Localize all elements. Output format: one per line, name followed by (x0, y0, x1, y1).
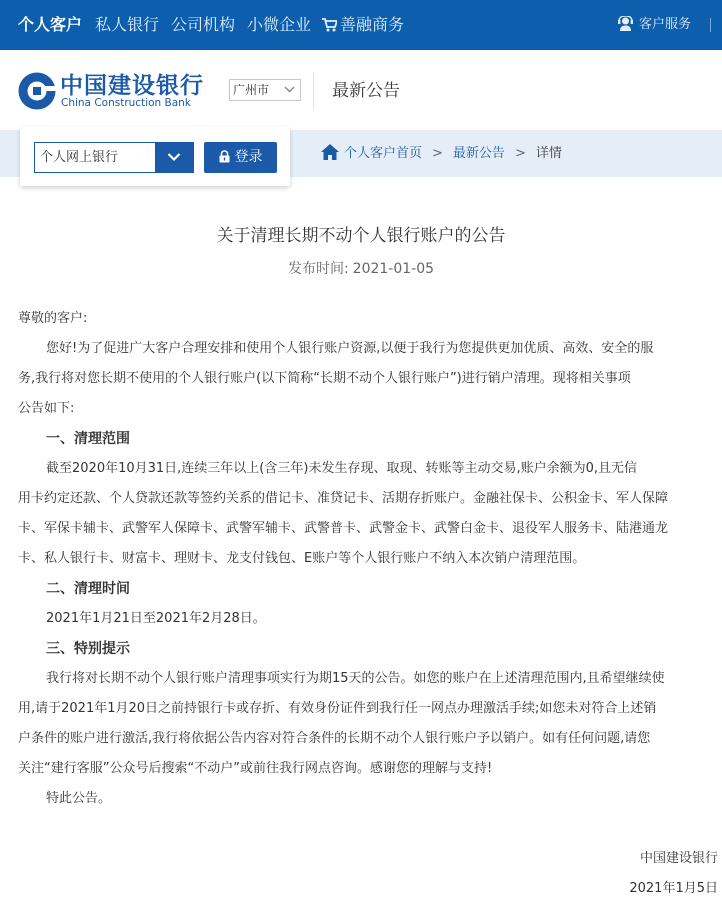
scope-line-2: 用卡约定还款、个人贷款还款等签约关系的借记卡、准贷记卡、活期存折账户。金融社保卡、公积金卡、军人保障 (18, 491, 669, 506)
announcement-date (0, 259, 722, 279)
customer-service-label: 客户服务 (639, 17, 692, 32)
top-navigation (0, 0, 722, 50)
scope-line-4: 卡、私人银行卡、财富卡、理财卡、龙支付钱包、E账户等个人银行账户不纳入本次销户清理范围。 (18, 551, 586, 566)
customer-service-icon (618, 16, 633, 31)
lock-icon (219, 150, 230, 163)
city-select[interactable] (229, 79, 301, 101)
time-line-1: 2021年1月21日至2021年2月28日。 (46, 611, 266, 626)
intro-line-1: 您好!为了促进广大客户合理安排和使用个人银行账户资源,以便于我行为您提供更加优质、高效、安全的服 (46, 341, 654, 356)
breadcrumb-current: 详情 (535, 146, 562, 161)
nav-divider (710, 18, 711, 32)
section-heading-time: 二、清理时间 (46, 581, 130, 597)
site-header (0, 50, 722, 130)
login-type-toggle[interactable] (155, 143, 193, 172)
city-select-value: 广州市 (233, 83, 270, 97)
brand-name-cn: 中国建设银行 (60, 73, 204, 99)
header-divider (313, 72, 314, 110)
closing-text: 特此公告。 (46, 791, 112, 806)
notice-line-1: 我行将对长期不动个人银行账户清理事项实行为期15天的公告。如您的账户在上述清理范围内,且希望继续使 (46, 671, 665, 686)
nav-personal[interactable]: 个人客户 (18, 15, 83, 34)
login-type-select[interactable] (34, 142, 194, 173)
chevron-down-icon (167, 152, 181, 162)
nav-e-commerce-label: 善融商务 (340, 15, 405, 34)
cart-icon (322, 18, 337, 32)
section-heading-scope: 一、清理范围 (46, 431, 130, 447)
login-panel (20, 127, 290, 186)
scope-line-1: 截至2020年10月31日,连续三年以上(含三年)未发生存现、取现、转账等主动交易,账户余额为0,且无信 (46, 461, 637, 476)
breadcrumb-separator: > (514, 146, 526, 161)
signature: 中国建设银行 (639, 851, 718, 866)
intro-line-3: 公告如下: (18, 401, 75, 416)
notice-line-2: 用,请于2021年1月20日之前持银行卡或存折、有效身份证件到我行任一网点办理激活手续;如您未对符合上述销 (18, 701, 657, 716)
date-label: 发布时间: (287, 261, 349, 277)
notice-line-3: 户条件的账户进行激活,我行将依据公告内容对符合条件的长期不动个人银行账户予以销户。如有任何问题,请您 (18, 731, 651, 746)
nav-small-business[interactable]: 小微企业 (247, 15, 312, 34)
login-type-value: 个人网上银行 (40, 150, 119, 165)
announcement-title: 关于清理长期不动个人银行账户的公告 (216, 226, 506, 246)
breadcrumb-separator: > (432, 146, 443, 161)
page-heading: 最新公告 (332, 81, 400, 101)
ccb-logo-icon[interactable] (18, 72, 56, 110)
breadcrumb-announcements[interactable]: 最新公告 (452, 146, 505, 161)
breadcrumb (320, 143, 562, 164)
customer-service-link[interactable] (618, 15, 691, 35)
nav-private-banking[interactable]: 私人银行 (95, 15, 160, 34)
breadcrumb-home[interactable]: 个人客户首页 (344, 146, 423, 161)
home-icon[interactable] (320, 143, 340, 161)
date-value: 2021-01-05 (352, 261, 435, 277)
intro-line-2: 务,我行将对您长期不使用的个人银行账户(以下简称“长期不动个人银行账户”)进行销户清理。现将相关事项 (18, 371, 631, 386)
salutation: 尊敬的客户: (18, 311, 88, 326)
login-button[interactable] (204, 142, 277, 173)
nav-corporate[interactable]: 公司机构 (171, 15, 236, 34)
signature-date: 2021年1月5日 (629, 881, 718, 896)
login-button-label: 登录 (234, 149, 263, 165)
chevron-down-icon (284, 86, 295, 93)
scope-line-3: 卡、军保卡辅卡、武警军人保障卡、武警军辅卡、武警普卡、武警金卡、武警白金卡、退役军人服务卡、陆港通龙 (18, 521, 669, 536)
brand-name-en: China Construction Bank (61, 97, 191, 109)
section-heading-notice: 三、特别提示 (46, 641, 130, 657)
nav-e-commerce[interactable] (322, 13, 404, 37)
notice-line-4: 关注“建行客服”公众号后搜索“不动户”或前往我行网点咨询。感谢您的理解与支持! (18, 761, 493, 776)
